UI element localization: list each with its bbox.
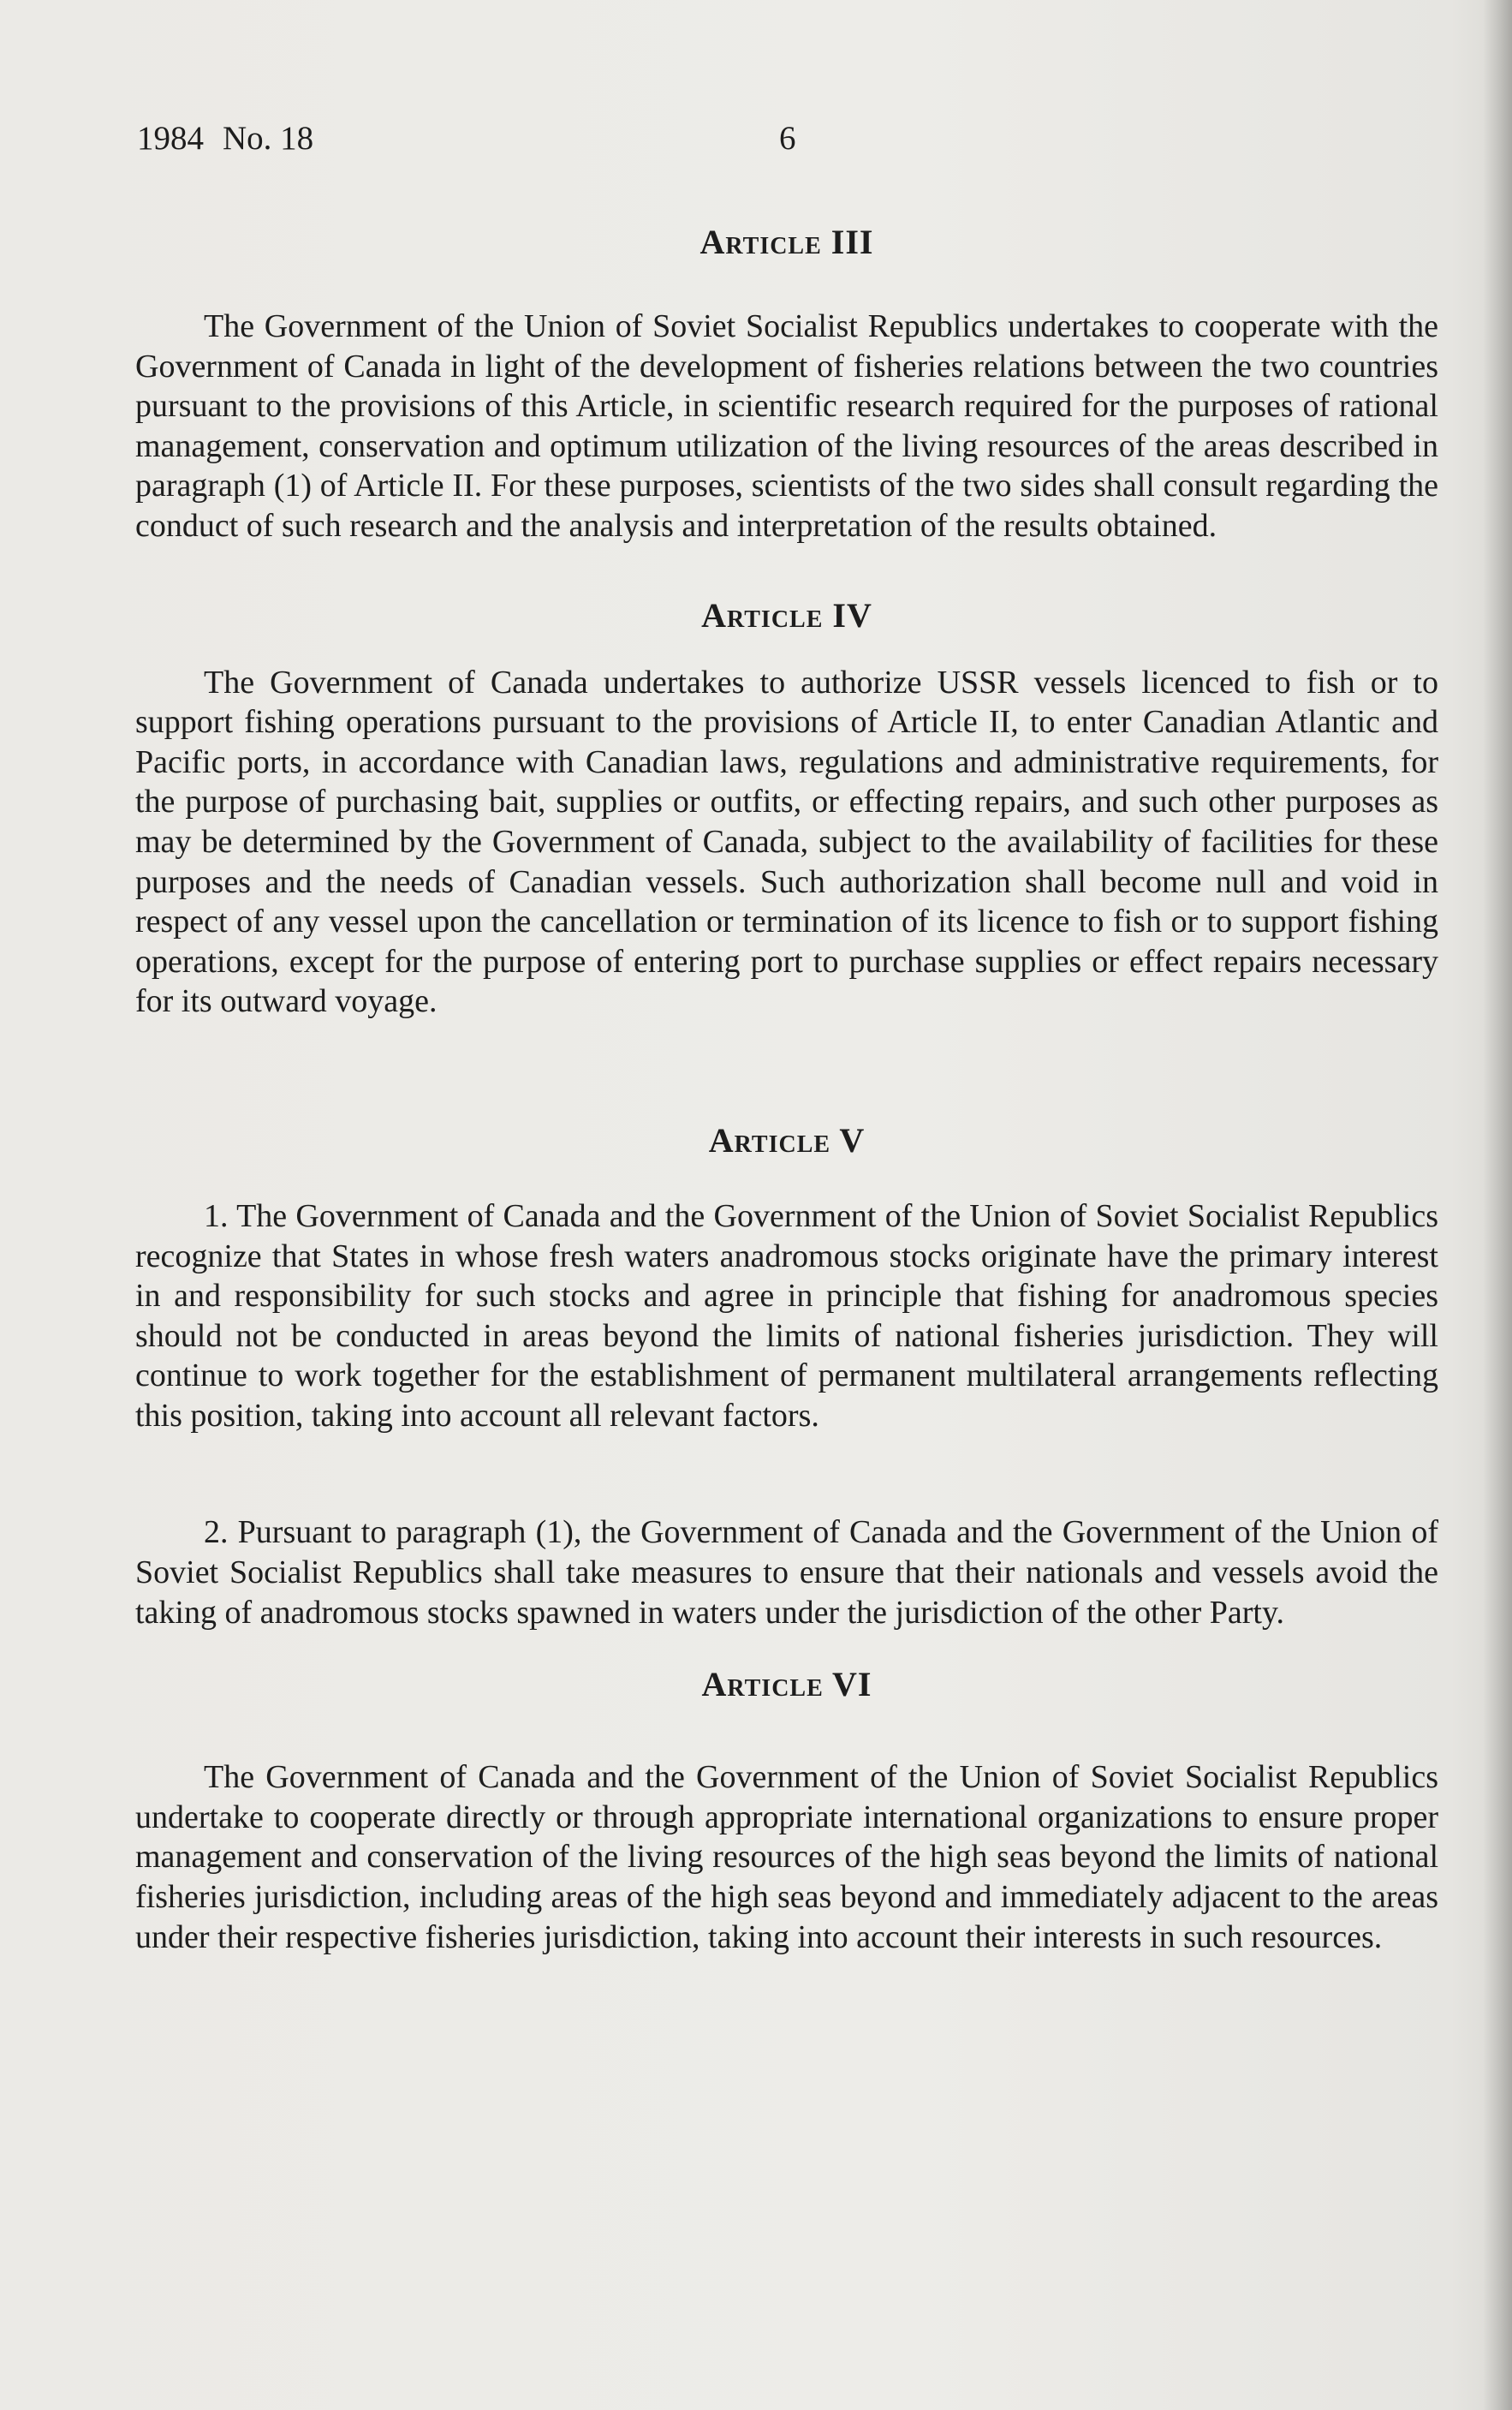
page-number: 6 (779, 120, 796, 157)
document-body (135, 221, 1438, 1957)
running-head-number: No. 18 (223, 120, 314, 157)
article-5-paragraph-2: 2. Pursuant to paragraph (1), the Government of Canada and the Government of the Union of Soviet Socialist Republics shall take measures to ensure that their nationals and vessels avoid the taking of anadromous stocks spawned in waters under the jurisdiction of the other Party. (135, 1514, 1438, 1631)
page-edge-shadow (1483, 0, 1512, 2410)
article-4-heading: Article IV (701, 595, 872, 635)
article-4-paragraph: The Government of Canada undertakes to authorize USSR vessels licenced to fish or to support fishing operations pursuant to the provisions of Article II, to enter Canadian Atlantic and Pacific ports, in accordance with Canadian laws, regulations and administrative requirements, for the purpose of purchasing bait, supplies or outfits, or effecting repairs, and such other purposes as may be determined by the Government of Canada, subject to the availability of facilities for these purposes and the needs of Canadian vessels. Such authorization shall become null and void in respect of any vessel upon the cancellation or termination of its licence to fish or to support fishing operations, except for the purpose of entering port to purchase supplies or effect repairs necessary for its outward voyage. (135, 664, 1438, 1020)
article-3-heading: Article III (699, 223, 874, 261)
article-6-paragraph: The Government of Canada and the Government of the Union of Soviet Socialist Republics undertake to cooperate directly or through appropriate international organizations to ensure proper management and conservation of the living resources of the high seas beyond the limits of national fisheries jurisdiction, including areas of the high seas beyond and immediately adjacent to the areas under their respective fisheries jurisdiction, taking into account their interests in such resources. (135, 1759, 1438, 1955)
running-head (137, 117, 1438, 160)
article-5-paragraph-1: 1. The Government of Canada and the Government of the Union of Soviet Socialist Republics recognize that States in whose fresh waters anadromous stocks originate have the primary interest in and responsibility for such stocks and agree in principle that fishing for anadromous species should not be conducted in areas beyond the limits of national fisheries jurisdiction. They will continue to work together for the establishment of permanent multilateral arrangements reflecting this position, taking into account all relevant factors. (135, 1197, 1438, 1434)
running-head-year: 1984 (137, 120, 204, 157)
article-3-paragraph: The Government of the Union of Soviet Socialist Republics undertakes to cooperate with the Government of Canada in light of the development of fisheries relations between the two countries pursuant to the provisions of this Article, in scientific research required for the purposes of rational management, conservation and optimum utilization of the living resources of the areas described in paragraph (1) of Article II. For these purposes, scientists of the two sides shall consult regarding the conduct of such research and the analysis and interpretation of the results obtained. (135, 308, 1438, 544)
article-6-heading: Article VI (701, 1665, 872, 1704)
article-5-heading: Article V (708, 1120, 866, 1160)
